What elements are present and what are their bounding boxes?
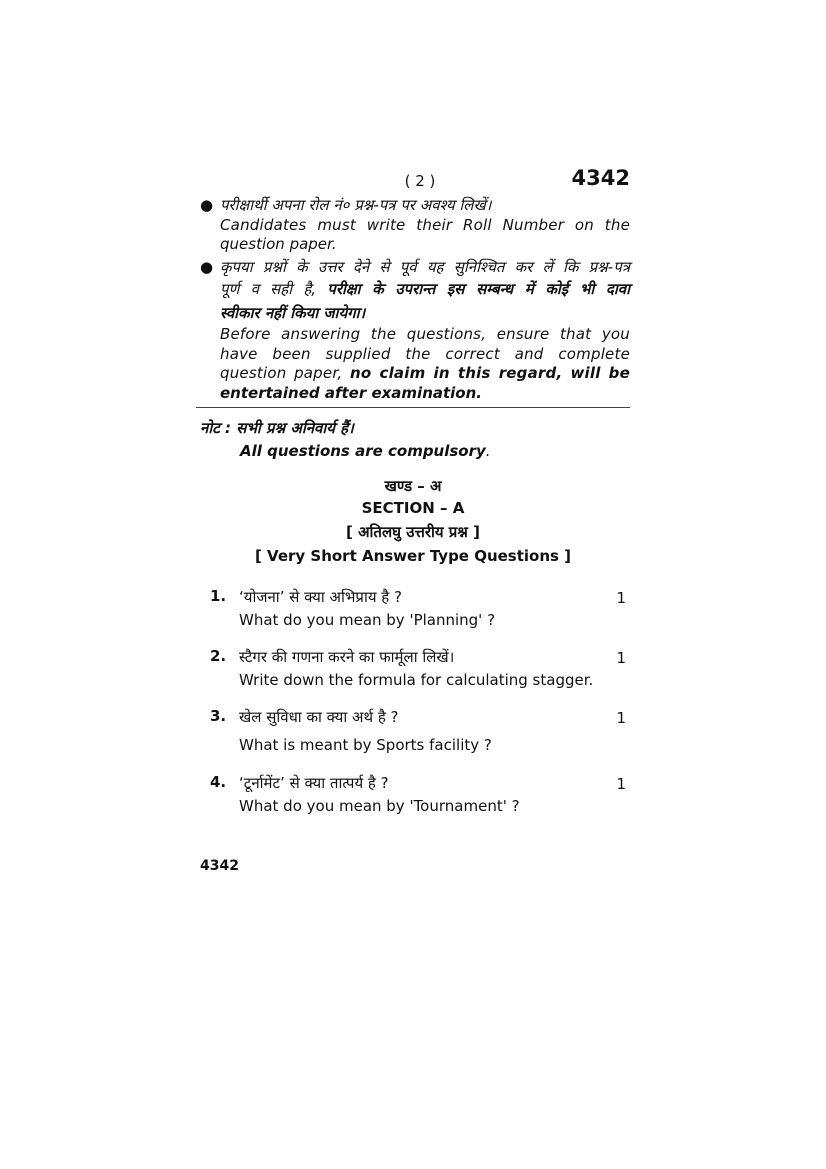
instruction-english: question paper, (220, 364, 343, 382)
question-number: 2. (210, 647, 227, 665)
bullet-icon: ● (200, 196, 214, 214)
instruction-item (200, 258, 630, 404)
instruction-hindi: पूर्ण व सही है, (220, 280, 317, 298)
note-english-text: All questions are compulsory (240, 442, 486, 460)
instruction-english-bold: entertained after examination. (220, 383, 482, 402)
instruction-english-bold: no claim in this regard, will be (349, 364, 630, 382)
question-hindi: ‘टूर्नामेंट’ से क्या तात्पर्य है ? (239, 774, 389, 792)
instruction-item (200, 196, 630, 255)
divider (196, 407, 630, 408)
instruction-hindi: परीक्षार्थी अपना रोल नं० प्रश्न-पत्र पर अवश्य लिखें। (220, 196, 492, 214)
instruction-hindi-bold: स्वीकार नहीं किया जायेगा। (220, 304, 366, 322)
question-hindi: स्टैगर की गणना करने का फार्मूला लिखें। (239, 648, 455, 666)
question-marks: 1 (616, 589, 626, 607)
instruction-hindi: कृपया प्रश्नों के उत्तर देने से पूर्व यह सुनिश्चित कर लें कि प्रश्न-पत्र (220, 257, 630, 276)
question-number: 4. (210, 773, 227, 791)
note-hindi: नोट : सभी प्रश्न अनिवार्य हैं। (200, 419, 354, 437)
question-english: What do you mean by 'Tournament' ? (239, 797, 520, 815)
section-subtitle: [ Very Short Answer Type Questions ] (254, 547, 572, 565)
section-title-hindi: खण्ड – अ (384, 477, 442, 495)
question-english: What do you mean by 'Planning' ? (239, 611, 496, 629)
question-2 (210, 647, 630, 693)
question-1 (210, 587, 630, 633)
question-marks: 1 (616, 709, 626, 727)
question-number: 3. (210, 707, 227, 725)
question-hindi: ‘योजना’ से क्या अभिप्राय है ? (239, 588, 402, 606)
question-english: Write down the formula for calculating stagger. (239, 671, 594, 689)
paper-code-footer: 4342 (200, 858, 239, 874)
instruction-english: have been supplied the correct and complete (220, 344, 630, 363)
instruction-hindi-bold: परीक्षा के उपरान्त इस सम्बन्ध में कोई भी दावा (327, 280, 630, 298)
question-english: What is meant by Sports facility ? (239, 736, 492, 754)
page-number: ( 2 ) (404, 172, 436, 190)
note-english (240, 442, 491, 460)
instruction-english: Candidates must write their Roll Number on the (220, 215, 630, 234)
question-hindi: खेल सुविधा का क्या अर्थ है ? (239, 708, 399, 726)
section-subtitle-hindi: [ अतिलघु उत्तरीय प्रश्न ] (346, 523, 480, 541)
question-marks: 1 (616, 649, 626, 667)
instruction-english: Before answering the questions, ensure that you (220, 325, 630, 343)
instructions (200, 196, 630, 403)
question-3 (210, 707, 630, 757)
section-title: SECTION – A (361, 499, 465, 517)
question-4 (210, 773, 630, 819)
question-marks: 1 (616, 775, 626, 793)
instruction-english: question paper. (220, 235, 337, 253)
bullet-icon: ● (200, 257, 214, 276)
note-english-end: . (485, 442, 491, 460)
paper-code-header: 4342 (571, 166, 630, 190)
question-number: 1. (210, 587, 227, 605)
